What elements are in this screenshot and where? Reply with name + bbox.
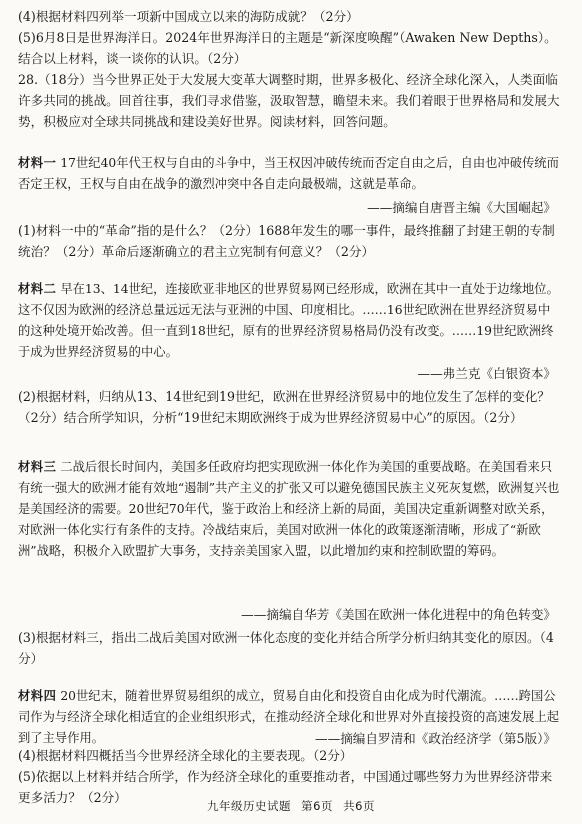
material-2-source: ——弗兰克《白银资本》 [417, 366, 556, 381]
footer-title: 九年级历史试题 [207, 799, 292, 813]
footer-page: 第6页 [301, 799, 333, 813]
material-4-text: 20世纪末，随着世界贸易组织的成立，贸易自由化和投资自由化成为时代潮流。……跨国公司作为与经济全球化相适宜的企业组织形式，在推动经济全球化和世界对外直接投资的高速发展上起到了主导作用。 [18, 689, 560, 745]
q27-part4: (4)根据材料四列举一项新中国成立以来的海防成就？（2分） [18, 9, 359, 24]
page-footer [0, 798, 582, 814]
q28-part1: (1)材料一中的“革命”指的是什么？（2分）1688年发生的哪一事件，最终推翻了封建王朝的专制统治？（2分）革命后逐渐确立的君主立宪制有何意义？（2分） [18, 223, 555, 259]
material-3 [18, 457, 562, 562]
material-2-text: 早在13、14世纪，连接欧亚非地区的世界贸易网已经形成，欧洲在其中一直处于边缘地位。这不仅因为欧洲的经济总量远远无法与亚洲的中国、印度相比。……16世纪欧洲在世界经济贸易中的这种处境开始改善。但一直到18世纪，原有的世界经济贸易格局仍没有改变。……19世纪欧洲终于成为世界经济贸易的中心。 [18, 282, 559, 359]
q28-part5: (5)依据以上材料并结合所学，作为经济全球化的重要推动者，中国通过哪些努力为世界经济带来更多活力？（2分） [18, 769, 553, 805]
material-1-text: 17世纪40年代王权与自由的斗争中，当王权因冲破传统而否定自由之后，自由也冲破传统而否定王权，王权与自由在战争的激烈冲突中各自走向最极端，这就是革命。 [18, 156, 559, 191]
material-2-lead: 材料二 [18, 282, 57, 296]
material-3-text: 二战后很长时间内，美国多任政府均把实现欧洲一体化作为美国的重要战略。在美国看来只有统一强大的欧洲才能有效地“遏制”共产主义的扩张又可以避免德国民族主义死灰复燃，欧洲复兴也是美国经济的需要。20世纪70年代，鉴于政治上和经济上新的局面，美国决定重新调整对欧关系，对欧洲一体化实行有条件的支持。冷战结束后，美国对欧洲一体化的政策逐渐清晰，形成了“新欧洲”战略，积极介入欧盟扩大事务，支持亲美国家入盟，以此增加约束和控制欧盟的筹码。 [18, 460, 560, 558]
q28-intro: 28.（18分）当今世界正处于大发展大变革大调整时期，世界多极化、经济全球化深入，人类面临许多共同的挑战。回首往事，我们寻求借鉴，汲取智慧，瞻望未来。我们着眼于世界格局和发展大势，积极应对全球共同挑战和建设美好世界。阅读材料，回答问题。 [18, 72, 560, 129]
q28-part3: (3)根据材料三，指出二战后美国对欧洲一体化态度的变化并结合所学分析归纳其变化的原因。（4分） [18, 630, 554, 666]
q28-part2: (2)根据材料，归纳从13、14世纪到19世纪，欧洲在世界经济贸易中的地位发生了怎样的变化？（2分）结合所学知识，分析“19世纪末期欧洲终于成为世界经济贸易中心”的原因。（2分） [18, 389, 550, 425]
q28-part4: (4)根据材料四概括当今世界经济全球化的主要表现。（2分） [18, 748, 353, 763]
material-1 [18, 153, 562, 195]
material-4-lead: 材料四 [18, 689, 57, 703]
material-2 [18, 279, 562, 363]
material-3-source: ——摘编自华芳《美国在欧洲一体化进程中的角色转变》 [241, 607, 556, 622]
material-1-source: ——摘编自唐晋主编《大国崛起》 [367, 200, 556, 215]
footer-total: 共6页 [343, 799, 375, 813]
material-3-lead: 材料三 [18, 460, 57, 474]
q27-part5: (5)6月8日是世界海洋日。2024年世界海洋日的主题是“新深度唤醒”（Awaken New Depths）。结合以上材料，谈一谈你的认识。（2分） [18, 30, 557, 66]
material-1-lead: 材料一 [18, 156, 57, 170]
material-4-source: ——摘编自罗清和《政治经济学（第5版）》 [315, 731, 556, 746]
